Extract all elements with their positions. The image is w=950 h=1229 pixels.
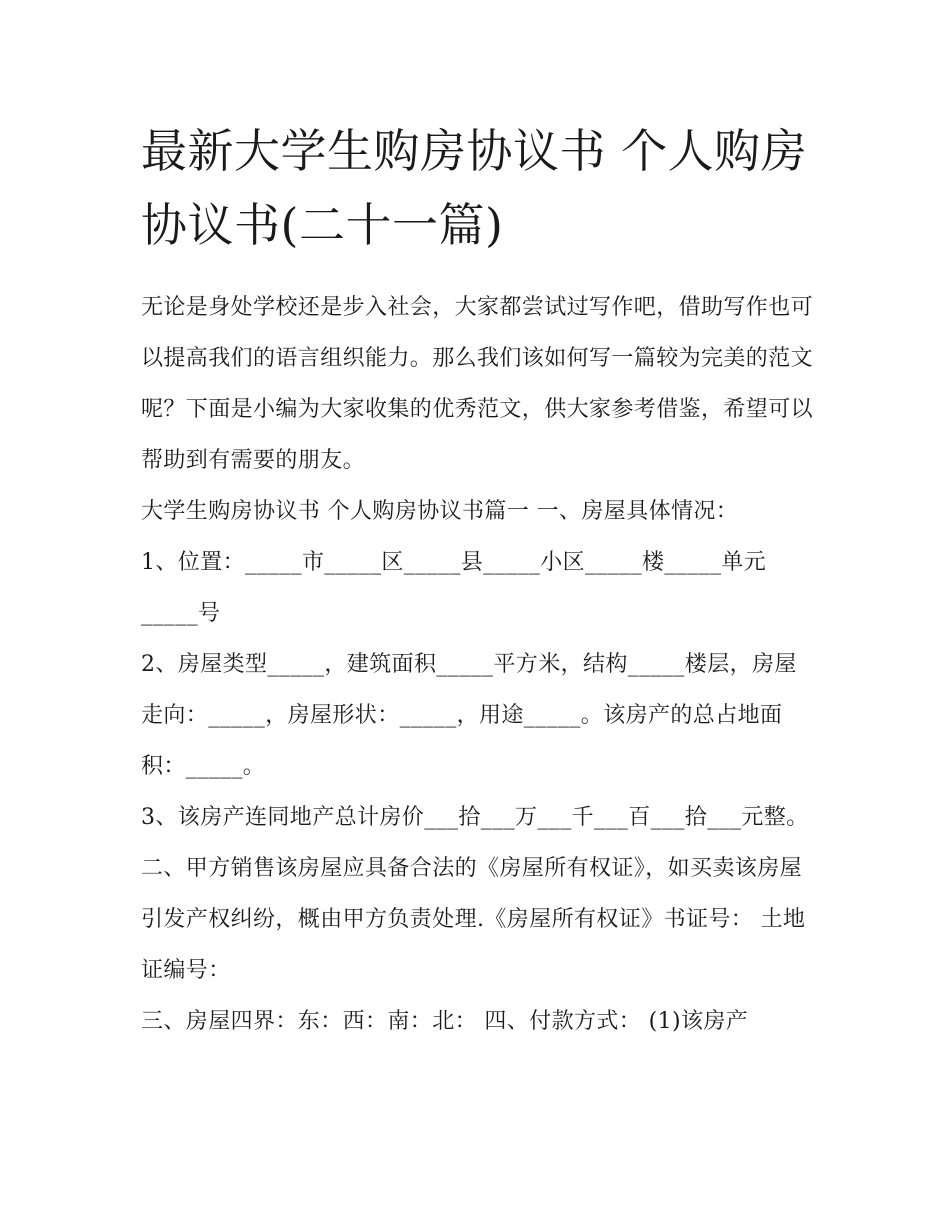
document-page [141, 114, 813, 1047]
ownership-paragraph: 二、甲方销售该房屋应具备合法的《房屋所有权证》，如买卖该房屋引发产权纠纷，概由甲方负责处理.《房屋所有权证》书证号： 土地证编号： [141, 856, 806, 983]
intro-paragraph: 无论是身处学校还是步入社会，大家都尝试过写作吧，借助写作也可以提高我们的语言组织能力。那么我们该如何写一篇较为完美的范文呢？下面是小编为大家收集的优秀范文，供大家参考借鉴，希望可以帮助到有需要的朋友。 [141, 295, 814, 473]
house-type-paragraph: 2、房屋类型_____，建筑面积_____平方米，结构_____楼层，房屋走向：_____，房屋形状：_____，用途_____。该房产的总占地面积：_____。 [141, 652, 797, 779]
price-paragraph: 3、该房产连同地产总计房价___拾___万___千___百___拾___元整。 [141, 805, 809, 830]
boundary-payment-paragraph: 三、房屋四界：东：西：南：北： 四、付款方式： (1)该房产 [141, 1009, 749, 1034]
section-heading-paragraph: 大学生购房协议书 个人购房协议书篇一 一、房屋具体情况： [141, 499, 739, 524]
document-title: 最新大学生购房协议书 个人购房协议书(二十一篇) [141, 124, 808, 252]
document-body [141, 282, 813, 1047]
location-paragraph: 1、位置：_____市_____区_____县_____小区_____楼_____单元_____号 [141, 550, 767, 626]
